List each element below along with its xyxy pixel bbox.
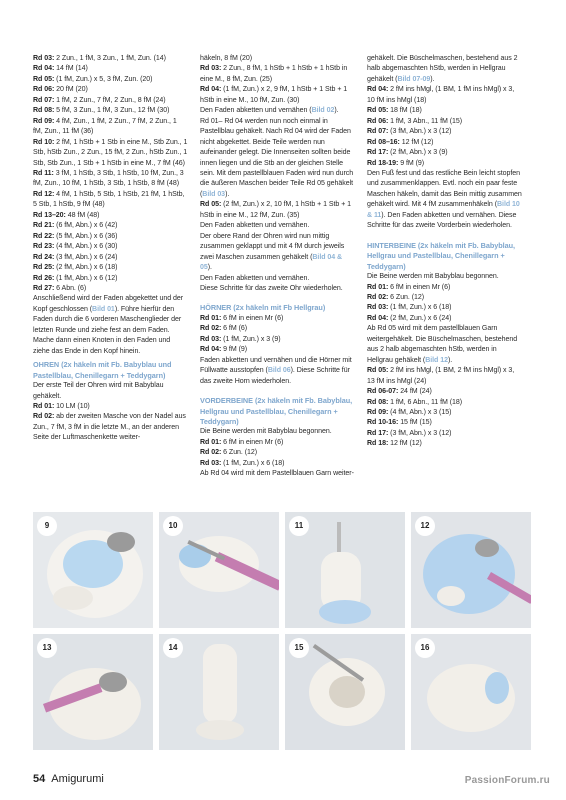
instruction-text: Den Faden abketten und vernähen ( — [200, 107, 312, 115]
instruction-text: 15 fM (15) — [398, 419, 432, 427]
instruction-line — [367, 54, 522, 85]
instruction-text: 2 fM ins hMgl, (1 BM, 2 fM ins hMgl) x 3, 13 fM ins hMgl (24) — [367, 367, 515, 385]
instruction-text: 5 fM, 3 Zun., 1 fM, 3 Zun., 12 fM (30) — [54, 107, 170, 115]
instruction-text: 2 Zun., 8 fM, 1 hStb + 1 hStb + 1 hStb in eine M., 8 fM, Zun. (25) — [200, 65, 348, 83]
text-column-3 — [367, 54, 522, 450]
round-label: Rd 05: — [367, 107, 389, 115]
instruction-line — [367, 106, 522, 116]
instruction-line — [33, 221, 188, 231]
instruction-line — [367, 324, 522, 366]
instruction-text: Ab Rd 05 wird mit dem pastellblauen Garn weitergehäkelt. Die Büschelmaschen, bestehend aus 2 halb abgemaschten hStb, werden in Hellgrau gehäkelt ( — [367, 325, 518, 364]
round-label: Rd 06: — [33, 86, 55, 94]
round-label: Rd 09: — [33, 117, 55, 125]
instruction-line — [33, 284, 188, 294]
instruction-line — [200, 459, 355, 469]
instruction-text: Faden abketten und vernähen und die Hörner mit Füllwatte ausstopfen ( — [200, 356, 352, 375]
instruction-text: 2 Zun., 1 fM, 3 Zun., 1 fM, Zun. (14) — [54, 55, 166, 62]
round-label: Rd 18: — [367, 440, 389, 448]
image-reference: Bild 12 — [425, 356, 448, 364]
instruction-line — [367, 169, 522, 232]
instruction-line — [33, 242, 188, 252]
round-label: Rd 02: — [200, 325, 222, 333]
round-label: Rd 22: — [33, 232, 55, 240]
round-label: Rd 08: — [33, 107, 55, 115]
instruction-text: (3 fM, Abn.) x 3 (12) — [388, 429, 452, 437]
instruction-line — [200, 117, 355, 201]
section-title: HINTERBEINE — [367, 240, 416, 250]
round-label: Rd 04: — [33, 65, 55, 73]
instruction-line — [33, 138, 188, 169]
round-label: Rd 01: — [200, 314, 222, 322]
magazine-name: Amigurumi — [51, 773, 104, 785]
instruction-text: 6 fM in einen Mr (6) — [221, 438, 284, 446]
instruction-line — [200, 469, 355, 479]
instruction-text: ). Diese Schritte für das zweite Horn wiederholen. — [200, 367, 350, 385]
instruction-line — [33, 294, 188, 357]
watermark: PassionForum.ru — [464, 775, 550, 786]
round-label: Rd 12: — [33, 190, 55, 198]
instruction-text: häkeln, 8 fM (20) — [200, 55, 253, 62]
image-reference: Bild 04 & 05 — [200, 253, 343, 272]
instruction-line — [33, 96, 188, 106]
instruction-line — [200, 345, 355, 355]
instruction-line — [200, 356, 355, 387]
instruction-text: (2 fM, Zun.) x 2, 10 fM, 1 hStb + 1 Stb + 1 hStb in eine M., 12 fM, Zun. (35) — [200, 201, 352, 219]
instruction-line — [33, 211, 188, 221]
round-label: Rd 17: — [367, 149, 389, 157]
instruction-line — [33, 381, 188, 402]
instruction-line — [367, 314, 522, 324]
instruction-text: Den Faden abketten und vernähen. — [200, 274, 310, 282]
instruction-line — [33, 190, 188, 211]
instruction-line — [33, 85, 188, 95]
instruction-line — [33, 232, 188, 242]
instruction-line — [200, 85, 355, 106]
instruction-line — [200, 438, 355, 448]
text-column-2 — [200, 54, 355, 480]
text-column-1 — [33, 54, 188, 444]
round-label: Rd 04: — [200, 346, 222, 354]
image-reference: Bild 06 — [267, 367, 291, 375]
round-label: Rd 17: — [367, 429, 389, 437]
section-title: HÖRNER — [200, 303, 232, 313]
instruction-line — [33, 169, 188, 190]
instruction-text: (1 fM, Zun.) x 6 (18) — [388, 304, 452, 312]
instruction-line — [33, 75, 188, 85]
section-heading — [200, 396, 355, 427]
photo-number: 11 — [289, 516, 309, 536]
instruction-text: 6 Zun. (12) — [221, 449, 258, 457]
round-label: Rd 02: — [33, 413, 55, 421]
section-title: OHREN — [33, 360, 60, 370]
instruction-text: Der obere Rand der Ohren wird nun mittig zusammen geklappt und mit 4 fM durch jeweils zwei Maschen zusammen gehäkelt ( — [200, 232, 345, 261]
instruction-line — [33, 54, 188, 64]
instruction-line — [200, 448, 355, 458]
instruction-text: 6 fM in einen Mr (6) — [388, 283, 451, 291]
instruction-text: 6 Zun. (12) — [388, 293, 425, 301]
instruction-text: 9 fM (9) — [221, 346, 248, 354]
round-label: Rd 07: — [367, 128, 389, 136]
instruction-line — [367, 117, 522, 127]
instruction-line — [367, 398, 522, 408]
round-label: Rd 03: — [367, 304, 389, 312]
photo-number: 12 — [415, 516, 435, 536]
instruction-text: Die Beine werden mit Babyblau begonnen. — [367, 273, 499, 281]
instruction-text: (1 fM, Zun.) x 6 (18) — [221, 459, 285, 467]
round-label: Rd 05: — [33, 75, 55, 83]
instruction-text: ). — [447, 356, 453, 364]
instruction-line — [367, 283, 522, 293]
photo-11 — [285, 512, 405, 628]
instruction-text: (6 fM, Abn.) x 6 (42) — [54, 222, 118, 230]
photo-15 — [285, 634, 405, 750]
instruction-text: 6 fM (6) — [221, 325, 248, 333]
instruction-text: 24 fM (24) — [398, 388, 432, 396]
section-heading — [200, 303, 355, 313]
image-reference: Bild 01 — [92, 305, 115, 313]
instruction-line — [200, 54, 355, 64]
instruction-text: 48 fM (48) — [65, 211, 100, 219]
instruction-text: 20 fM (20) — [54, 86, 88, 94]
instruction-line — [367, 408, 522, 418]
instruction-text: Ab Rd 04 wird mit dem Pastellblauen Garn weiter- — [200, 470, 354, 478]
instruction-line — [200, 221, 355, 231]
photo-number: 13 — [37, 638, 57, 658]
instruction-text: 2 fM, 1 hStb + 1 Stb in eine M., Stb Zun., 1 Stb, hStb Zun., 2 Zun., 15 fM, 2 Zun., hStb Zun., 1 Stb, Stb Zun., 1 Stb + 1 hStb in eine M., 7 fM (46) — [33, 138, 188, 167]
instruction-text: Den Fuß fest und das restliche Bein leicht stopfen und zusammenklappen. Evtl. noch ein paar feste Maschen häkeln, damit das Bein mittig zusammen gehäkelt wird. Mit 4 fM zusammenhäkeln ( — [367, 169, 522, 209]
instruction-text: (3 fM, Abn.) x 3 (12) — [388, 128, 452, 136]
instruction-line — [33, 64, 188, 74]
spacer — [200, 294, 355, 300]
instruction-text: (1 fM, Zun.) x 5, 3 fM, Zun. (20) — [54, 75, 153, 83]
instruction-text: Die Beine werden mit Babyblau begonnen. — [200, 428, 332, 436]
instruction-text: 6 Abn. (6) — [54, 284, 87, 292]
instruction-text: 12 fM (12) — [399, 138, 434, 146]
photo-14 — [159, 634, 279, 750]
round-label: Rd 04: — [200, 86, 222, 94]
instruction-line — [200, 232, 355, 274]
instruction-text: 3 fM, 1 hStb, 3 Stb, 1 hStb, 10 fM, Zun., 3 fM, Zun., 10 fM, 1 hStb, 3 Stb, 1 hStb, 8 fM (48) — [33, 169, 184, 188]
instruction-text: 1 fM, 6 Abn., 11 fM (18) — [388, 398, 463, 406]
instruction-text: (1 fM, Zun.) x 3 (9) — [221, 335, 281, 343]
instruction-line — [200, 314, 355, 324]
instruction-text: Anschließend wird der Faden abgekettet und der Kopf geschlossen ( — [33, 295, 184, 313]
instruction-line — [367, 387, 522, 397]
instruction-text: 18 fM (18) — [388, 107, 422, 115]
round-label: Rd 06-07: — [367, 388, 399, 396]
round-label: Rd 21: — [33, 222, 55, 230]
photo-number: 10 — [163, 516, 183, 536]
instruction-text: 6 fM in einen Mr (6) — [221, 314, 284, 322]
instruction-text: (2 fM, Abn.) x 3 (9) — [388, 149, 448, 157]
instruction-text: Den Faden abketten und vernähen. — [200, 222, 310, 230]
image-reference: Bild 07-09 — [397, 75, 431, 83]
round-label: Rd 08–16: — [367, 138, 400, 146]
instruction-text: (4 fM, Abn.) x 3 (15) — [388, 408, 452, 416]
instruction-line — [200, 106, 355, 116]
instruction-text: ab der zweiten Masche von der Nadel aus Zun., 7 fM, 3 fM in die letzte M., an der anderen Seite der Luftmaschenkette weiter- — [33, 413, 186, 442]
instruction-text: 1 fM, 2 Zun., 7 fM, 2 Zun., 8 fM (24) — [54, 96, 166, 104]
page-footer — [33, 773, 104, 785]
instruction-text: (2 fM, Abn.) x 6 (18) — [54, 264, 118, 272]
photo-16 — [411, 634, 531, 750]
round-label: Rd 27: — [33, 284, 55, 292]
section-subtitle: (2x häkeln mit Fb. Babyblau und Pastellblau, Chenillegarn + Teddygarn) — [33, 360, 172, 380]
instruction-text: gehäkelt. Die Büschelmaschen, bestehend aus 2 halb abgemaschten hStb, werden in Hellgrau gehäkelt ( — [367, 55, 518, 83]
round-label: Rd 01: — [200, 438, 222, 446]
round-label: Rd 10: — [33, 138, 55, 146]
instruction-line — [200, 200, 355, 221]
instruction-text: 2 fM ins hMgl, (1 BM, 1 fM ins hMgl) x 3, 10 fM ins hMgl (18) — [367, 86, 515, 104]
image-reference: Bild 03 — [202, 190, 226, 198]
round-label: Rd 18-19: — [367, 159, 399, 167]
round-label: Rd 07: — [33, 96, 55, 104]
instruction-line — [367, 85, 522, 106]
photo-number: 15 — [289, 638, 309, 658]
instruction-line — [33, 402, 188, 412]
instruction-text: 10 LM (10) — [54, 402, 90, 410]
instruction-line — [200, 284, 355, 294]
round-label: Rd 04: — [367, 86, 389, 94]
instruction-line — [367, 159, 522, 169]
instruction-text: (1 fM, Abn.) x 6 (12) — [54, 274, 118, 282]
instruction-line — [200, 64, 355, 85]
round-label: Rd 05: — [367, 367, 389, 375]
instruction-line — [367, 148, 522, 158]
instruction-text: (4 fM, Abn.) x 6 (30) — [54, 243, 118, 251]
round-label: Rd 09: — [367, 408, 389, 416]
instruction-text: 9 fM (9) — [398, 159, 425, 167]
round-label: Rd 02: — [200, 449, 222, 457]
instruction-line — [367, 429, 522, 439]
round-label: Rd 08: — [367, 398, 389, 406]
round-label: Rd 01: — [367, 283, 389, 291]
instruction-text: ). — [334, 107, 339, 115]
round-label: Rd 11: — [33, 169, 54, 177]
section-heading — [367, 241, 522, 272]
round-label: Rd 06: — [367, 117, 389, 125]
round-label: Rd 05: — [200, 201, 222, 209]
instruction-line — [367, 272, 522, 282]
instruction-text: ). Führe hierfür den Faden durch die 6 vorderen Maschenglieder der letzten Runde und ziehe fest an dem Faden. Mache dann einen Knoten in den Faden und ziehe das Ende in den Kopf hinein. — [33, 305, 182, 355]
instruction-line — [200, 335, 355, 345]
round-label: Rd 03: — [200, 65, 222, 73]
section-title: VORDERBEINE — [200, 396, 253, 406]
instruction-line — [367, 127, 522, 137]
round-label: Rd 03: — [33, 55, 55, 62]
instruction-line — [33, 253, 188, 263]
instruction-line — [200, 427, 355, 437]
instruction-text: 12 fM (12) — [388, 440, 422, 448]
round-label: Rd 02: — [367, 293, 389, 301]
section-subtitle: (2x häkeln mit Fb Hellgrau) — [231, 303, 326, 313]
photo-number: 9 — [37, 516, 57, 536]
photo-12 — [411, 512, 531, 628]
instruction-line — [367, 138, 522, 148]
instruction-text: ). — [225, 190, 230, 198]
instruction-line — [33, 412, 188, 443]
instruction-line — [33, 106, 188, 116]
instruction-text: (1 fM, Zun.) x 2, 9 fM, 1 hStb + 1 Stb + 1 hStb in eine M., 10 fM, Zun. (30) — [200, 86, 348, 104]
instruction-line — [367, 293, 522, 303]
instruction-text: 1 fM, 3 Abn., 11 fM (15) — [388, 117, 463, 125]
round-label: Rd 04: — [367, 314, 389, 322]
instruction-text: (5 fM, Abn.) x 6 (36) — [54, 232, 118, 240]
spacer — [200, 387, 355, 393]
instruction-text: 4 fM, Zun., 1 fM, 2 Zun., 7 fM, 2 Zun., 1 fM, Zun., 11 fM (36) — [33, 117, 177, 136]
round-label: Rd 13–20: — [33, 211, 66, 219]
photo-10 — [159, 512, 279, 628]
section-subtitle: (2x häkeln mit Fb. Babyblau, Hellgrau und Pastellblau, Chenillegarn + Teddygarn) — [200, 396, 353, 426]
round-label: Rd 03: — [200, 459, 222, 467]
instruction-line — [367, 418, 522, 428]
round-label: Rd 26: — [33, 274, 55, 282]
section-heading — [33, 360, 188, 381]
section-subtitle: (2x häkeln mit Fb. Babyblau, Hellgrau und Pastellblau, Chenillegarn + Teddygarn) — [367, 240, 516, 271]
round-label: Rd 25: — [33, 264, 55, 272]
instruction-line — [33, 274, 188, 284]
instruction-line — [367, 366, 522, 387]
photo-9 — [33, 512, 153, 628]
round-label: Rd 03: — [200, 335, 222, 343]
page-number: 54 — [33, 773, 46, 785]
instruction-text: Der erste Teil der Ohren wird mit Babyblau gehäkelt. — [33, 382, 164, 400]
instruction-line — [367, 439, 522, 449]
instruction-line — [200, 324, 355, 334]
round-label: Rd 23: — [33, 243, 55, 251]
instruction-text: ). — [430, 75, 435, 83]
photo-number: 14 — [163, 638, 183, 658]
instruction-text: 14 fM (14) — [54, 65, 88, 73]
round-label: Rd 01: — [33, 402, 55, 410]
image-reference: Bild 10 & 11 — [367, 201, 520, 219]
instruction-text: ). Den Faden abketten und vernähen. Diese Schritte für das zweite Vorderbein wiederholen. — [367, 211, 517, 230]
round-label: Rd 24: — [33, 253, 55, 261]
round-label: Rd 10-16: — [367, 419, 399, 427]
instruction-line — [200, 274, 355, 284]
instruction-text: (3 fM, Abn.) x 6 (24) — [54, 253, 118, 261]
spacer — [367, 232, 522, 238]
instruction-text: Diese Schritte für das zweite Ohr wiederholen. — [200, 284, 343, 292]
instruction-text: ). — [207, 264, 212, 272]
photo-number: 16 — [415, 638, 435, 658]
instruction-line — [33, 263, 188, 273]
instruction-line — [367, 303, 522, 313]
instruction-text: Rd 01– Rd 04 werden nun noch einmal in Pastellblau gehäkelt. Nach Rd 04 wird der Faden nicht abgekettet. Beide Teile werden nun aufeinander gelegt. Die Innenseiten sollten beide innen liegen und die Stb an der gleichen Stelle sein. Mit dem pastellblauen Faden wird nun durch die äußeren Maschen beider Teile Rd 05 gehäkelt ( — [200, 117, 354, 198]
instruction-line — [33, 117, 188, 138]
instruction-text: (2 fM, Zun.) x 6 (24) — [388, 314, 452, 322]
image-reference: Bild 02 — [311, 107, 335, 115]
photo-13 — [33, 634, 153, 750]
instruction-text: 4 fM, 1 hStb, 5 Stb, 1 hStb, 21 fM, 1 hStb, 5 Stb, 1 hStb, 9 fM (48) — [33, 190, 185, 209]
